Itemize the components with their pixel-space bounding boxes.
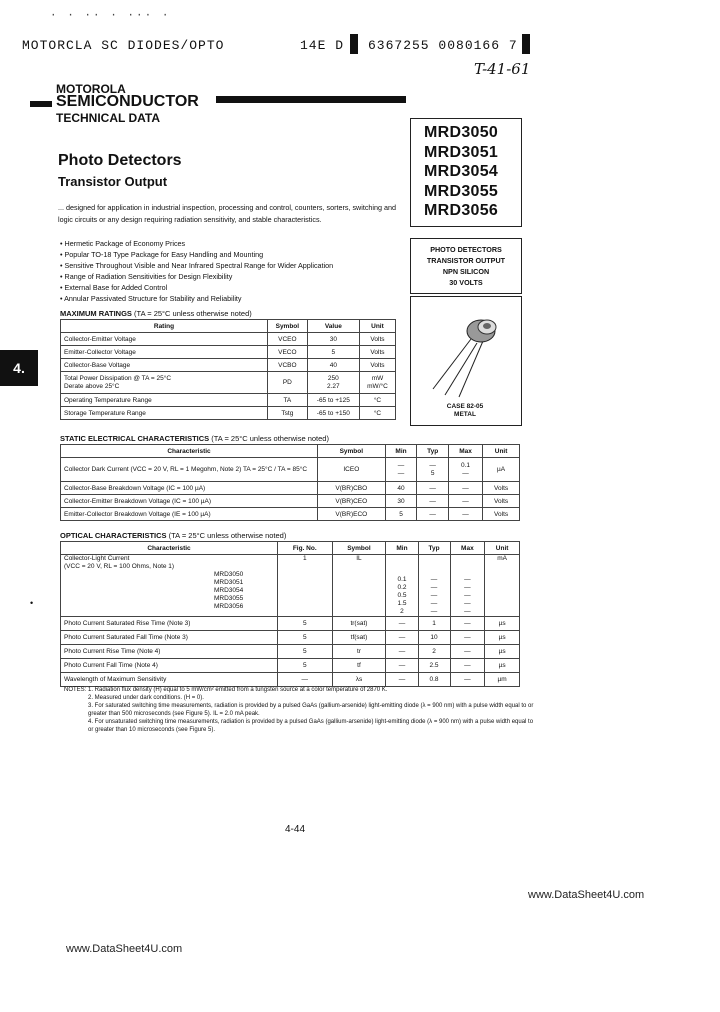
cell: V(BR)CEO (318, 495, 386, 508)
section-tab: 4. (0, 350, 38, 386)
table-header-row (61, 542, 520, 555)
header-mid: 14E D (300, 38, 345, 53)
part-number: MRD3051 (424, 144, 499, 161)
brand-bar-left (30, 101, 52, 107)
cell: 30 (385, 495, 417, 508)
light-current-label: Collector-Light Current (64, 555, 130, 562)
cell: IL (332, 555, 386, 617)
cell: 1 (278, 555, 333, 617)
cell: mA (485, 555, 520, 617)
page-subtitle: Transistor Output (58, 174, 168, 189)
cell: Volts (359, 346, 395, 359)
cell (450, 555, 485, 617)
value: — (430, 584, 438, 591)
part-list (64, 571, 274, 611)
scan-artifact-text: · · ·· · ··· · (50, 10, 171, 22)
cell (386, 555, 418, 617)
value: — (430, 608, 438, 615)
cell: µs (485, 631, 520, 645)
header-code: 6367255 0080166 7 (368, 38, 518, 53)
cell: Collector-Base Voltage (61, 359, 268, 372)
value: — (464, 576, 471, 583)
cell: Tstg (268, 407, 308, 420)
feature-bullet: • External Base for Added Control (60, 283, 168, 292)
part-name: MRD3050 (214, 571, 244, 578)
cell: VECO (268, 346, 308, 359)
cell: Volts (483, 482, 520, 495)
summary-line: 30 VOLTS (449, 278, 483, 287)
cell: VCBO (268, 359, 308, 372)
watermark-right[interactable]: www.DataSheet4U.com (528, 889, 645, 901)
part-number: MRD3056 (424, 202, 499, 219)
value: 0.1 (397, 576, 407, 583)
column-header: Fig. No. (278, 542, 333, 555)
brand-line1: MOTOROLA (56, 82, 126, 96)
cell: µA (483, 458, 520, 482)
header-left: MOTORCLA SC DIODES/OPTO (22, 38, 225, 53)
column-header: Unit (485, 542, 520, 555)
cell: mW mW/°C (359, 372, 395, 394)
cell: — (386, 673, 418, 687)
cell: — (450, 617, 485, 631)
table-row (61, 346, 396, 359)
column-header: Min (386, 542, 418, 555)
column-header: Unit (359, 320, 395, 333)
cell: 0.8 (418, 673, 450, 687)
cell: — (386, 631, 418, 645)
cell: Collector-Emitter Voltage (61, 333, 268, 346)
cell: VCEO (268, 333, 308, 346)
cell: 2.5 (418, 659, 450, 673)
cell: 40 (307, 359, 359, 372)
cell: 5 (278, 659, 333, 673)
value: 2 (400, 608, 404, 615)
case-label (410, 403, 520, 419)
cell: — (450, 631, 485, 645)
cell: — (450, 673, 485, 687)
feature-bullet: • Popular TO-18 Type Package for Easy Handling and Mounting (60, 250, 264, 259)
column-header: Max (450, 542, 485, 555)
cell: Volts (359, 333, 395, 346)
column-header: Rating (61, 320, 268, 333)
column-header: Symbol (318, 445, 386, 458)
table-row (61, 333, 396, 346)
cell: tf (332, 659, 386, 673)
cell: 10 (418, 631, 450, 645)
cell: 5 (307, 346, 359, 359)
cell: 30 (307, 333, 359, 346)
handwritten-code: T-41-61 (474, 60, 531, 78)
cell: 2 (418, 645, 450, 659)
note: NOTES: 1. Radiation flux density (H) equal to 5 mW/cm² emitted from a tungsten source at a color temperature of 2870 K. (64, 687, 388, 693)
cell: 250 2.27 (307, 372, 359, 394)
summary-line: NPN SILICON (442, 267, 490, 276)
table-row (61, 645, 520, 659)
value: — (430, 600, 438, 607)
description: ... designed for application in industrial inspection, processing and control, counters, sorters, switching and logic circuits or any design requiring radiation sensitivity, and stable characteristics. (58, 203, 396, 224)
cell: Photo Current Rise Time (Note 4) (61, 645, 278, 659)
cell: Emitter-Collector Voltage (61, 346, 268, 359)
column-header: Characteristic (61, 542, 278, 555)
feature-bullet: • Sensitive Throughout Visible and Near Infrared Spectral Range for Wider Application (60, 261, 334, 270)
light-current-condition: (VCC = 20 V, RL = 100 Ohms, Note 1) (64, 563, 175, 570)
note: 2. Measured under dark conditions. (H = 0). (88, 695, 204, 701)
cell: µm (485, 673, 520, 687)
cell: Photo Current Fall Time (Note 4) (61, 659, 278, 673)
column-header: Value (307, 320, 359, 333)
table-row (61, 394, 396, 407)
part-number: MRD3054 (424, 163, 499, 180)
value: — (464, 608, 471, 615)
value: — (464, 584, 471, 591)
cell: Volts (359, 359, 395, 372)
cell: Wavelength of Maximum Sensitivity (61, 673, 278, 687)
table-row (61, 659, 520, 673)
cell: — (417, 508, 449, 521)
cell: — — (385, 458, 417, 482)
cell: tf(sat) (332, 631, 386, 645)
cell: °C (359, 394, 395, 407)
device-summary-box (410, 238, 522, 294)
static-characteristics-table (60, 444, 520, 521)
table-row (61, 458, 520, 482)
cell: — (448, 495, 482, 508)
column-header: Unit (483, 445, 520, 458)
table-row (61, 673, 520, 687)
brand-bar-right (216, 96, 406, 103)
summary-line: PHOTO DETECTORS (430, 245, 502, 254)
cell: — (448, 508, 482, 521)
cell: Emitter-Collector Breakdown Voltage (IE = 100 µA) (61, 508, 318, 521)
cell: — (417, 482, 449, 495)
cell: -65 to +150 (307, 407, 359, 420)
cell: V(BR)ECO (318, 508, 386, 521)
cell: — (450, 659, 485, 673)
cell: Collector-Base Breakdown Voltage (IC = 100 µA) (61, 482, 318, 495)
cell: Collector-Emitter Breakdown Voltage (IC = 100 µA) (61, 495, 318, 508)
cell: V(BR)CBO (318, 482, 386, 495)
table-row (61, 359, 396, 372)
part-number: MRD3055 (424, 183, 499, 200)
feature-bullet: • Hermetic Package of Economy Prices (60, 239, 186, 248)
cell: 0.1 — (448, 458, 482, 482)
cell: tr (332, 645, 386, 659)
brand-line2: SEMICONDUCTOR (56, 93, 199, 110)
cell: Volts (483, 495, 520, 508)
cell: — (386, 659, 418, 673)
cell: 5 (278, 645, 333, 659)
cell: 1 (418, 617, 450, 631)
table-row (61, 372, 396, 394)
summary-line: TRANSISTOR OUTPUT (426, 256, 506, 265)
part-name: MRD3056 (214, 603, 244, 610)
cell: °C (359, 407, 395, 420)
cell: Collector Dark Current (VCC = 20 V, RL = 1 Megohm, Note 2) TA = 25°C / TA = 85°C (61, 458, 318, 482)
table-row (61, 631, 520, 645)
value: — (430, 592, 438, 599)
cell: — (386, 645, 418, 659)
cell: tr(sat) (332, 617, 386, 631)
header-block-2 (522, 34, 530, 54)
value: — (430, 576, 438, 583)
part-name: MRD3055 (214, 595, 244, 602)
cell: 40 (385, 482, 417, 495)
cell: — 5 (417, 458, 449, 482)
page-number: 4-44 (285, 824, 306, 835)
column-header: Symbol (332, 542, 386, 555)
notes-block (64, 686, 534, 734)
table-row (61, 508, 520, 521)
column-header: Typ (417, 445, 449, 458)
max-ratings-table (60, 319, 396, 420)
cell: λs (332, 673, 386, 687)
table-header-row (61, 320, 396, 333)
cell: TA (268, 394, 308, 407)
feature-bullet: • Annular Passivated Structure for Stability and Reliability (60, 294, 242, 303)
table-row (61, 482, 520, 495)
cell: 5 (385, 508, 417, 521)
cell: µs (485, 659, 520, 673)
brand-line3: TECHNICAL DATA (56, 111, 160, 125)
cell: Total Power Dissipation @ TA = 25°C Derate above 25°C (61, 372, 268, 394)
cell: µs (485, 617, 520, 631)
optical-heading: OPTICAL CHARACTERISTICS (TA = 25°C unless otherwise noted) (60, 531, 287, 540)
column-header: Typ (418, 542, 450, 555)
column-header: Symbol (268, 320, 308, 333)
cell: ICEO (318, 458, 386, 482)
optical-characteristics-table (60, 541, 520, 687)
column-header: Max (448, 445, 482, 458)
cell: Operating Temperature Range (61, 394, 268, 407)
note: 4. For unsaturated switching time measurements, radiation is provided by a pulsed GaAs (gallium-arsenide) light-emitting diode (λ = 900 nm) with a pulse width equal to or greater than 10 microseconds (see Figure 5). (88, 719, 534, 733)
scan-mark: • (30, 598, 34, 608)
cell (418, 555, 450, 617)
to18-package-image (411, 297, 521, 407)
cell: Photo Current Saturated Rise Time (Note 3) (61, 617, 278, 631)
page-title: Photo Detectors (58, 152, 182, 169)
cell (61, 555, 278, 617)
cell: — (278, 673, 333, 687)
cell: -65 to +125 (307, 394, 359, 407)
table-row (61, 617, 520, 631)
case-material: METAL (454, 411, 476, 418)
cell: — (417, 495, 449, 508)
cell: 5 (278, 631, 333, 645)
feature-bullet: • Range of Radiation Sensitivities for Design Flexibility (60, 272, 233, 281)
static-heading: STATIC ELECTRICAL CHARACTERISTICS (TA = 25°C unless otherwise noted) (60, 434, 329, 443)
cell: — (450, 645, 485, 659)
value: 0.2 (397, 584, 407, 591)
part-number: MRD3050 (424, 124, 499, 141)
cell: Volts (483, 508, 520, 521)
column-header: Min (385, 445, 417, 458)
cell: Photo Current Saturated Fall Time (Note 3) (61, 631, 278, 645)
value: 1.5 (397, 600, 407, 607)
value: 0.5 (397, 592, 407, 599)
max-ratings-heading: MAXIMUM RATINGS (TA = 25°C unless otherwise noted) (60, 309, 252, 318)
cell: — (448, 482, 482, 495)
value: — (464, 600, 471, 607)
cell: — (386, 617, 418, 631)
table-header-row (61, 445, 520, 458)
header-block-1 (350, 34, 358, 54)
column-header: Characteristic (61, 445, 318, 458)
cell: µs (485, 645, 520, 659)
case-number: CASE 82-05 (446, 403, 484, 410)
watermark-left[interactable]: www.DataSheet4U.com (66, 943, 183, 955)
cell: PD (268, 372, 308, 394)
cell: 5 (278, 617, 333, 631)
table-row (61, 495, 520, 508)
cell: Storage Temperature Range (61, 407, 268, 420)
part-name: MRD3051 (214, 579, 244, 586)
note: 3. For saturated switching time measurements, radiation is provided by a pulsed GaAs (gallium-arsenide) light-emitting diode (λ = 900 nm) with a pulse width equal to or greater than 500 microseconds (see Figure 5). IL = 2.0 mA peak. (88, 703, 534, 717)
part-name: MRD3054 (214, 587, 244, 594)
value: — (464, 592, 471, 599)
table-row (61, 555, 520, 617)
table-row (61, 407, 396, 420)
